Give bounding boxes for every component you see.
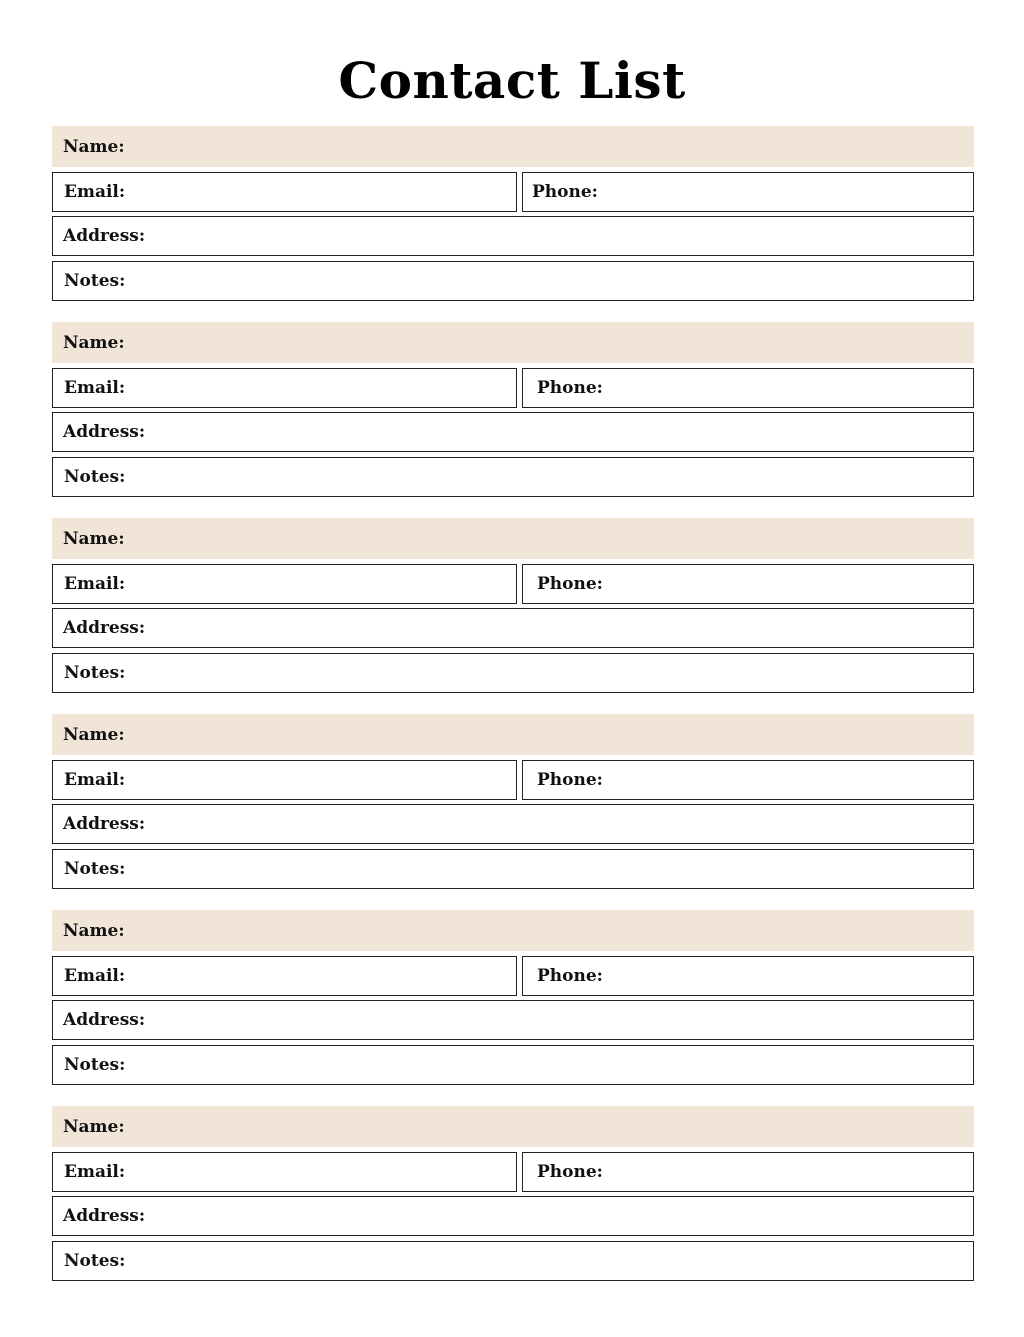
notes-field[interactable]	[52, 1241, 974, 1281]
address-label: Address:	[63, 1206, 146, 1226]
phone-field[interactable]	[522, 564, 974, 604]
notes-label: Notes:	[64, 1251, 126, 1271]
phone-field[interactable]	[522, 368, 974, 408]
address-label: Address:	[63, 1010, 146, 1030]
contact-entry-5	[52, 910, 974, 1085]
notes-label: Notes:	[64, 271, 126, 291]
phone-label: Phone:	[537, 770, 603, 790]
notes-field[interactable]	[52, 457, 974, 497]
contact-entry-2	[52, 322, 974, 497]
email-label: Email:	[64, 1162, 126, 1182]
email-label: Email:	[64, 574, 126, 594]
email-field[interactable]	[52, 760, 517, 800]
phone-label: Phone:	[537, 1162, 603, 1182]
name-label: Name:	[63, 920, 125, 941]
contact-entry-1	[52, 126, 974, 301]
contact-entry-4	[52, 714, 974, 889]
email-field[interactable]	[52, 564, 517, 604]
contact-list	[52, 126, 974, 1302]
notes-field[interactable]	[52, 1045, 974, 1085]
phone-field[interactable]	[522, 760, 974, 800]
address-field[interactable]	[52, 216, 974, 256]
email-label: Email:	[64, 770, 126, 790]
address-field[interactable]	[52, 804, 974, 844]
name-field[interactable]	[52, 714, 974, 755]
name-label: Name:	[63, 724, 125, 745]
notes-label: Notes:	[64, 663, 126, 683]
notes-label: Notes:	[64, 859, 126, 879]
name-field[interactable]	[52, 322, 974, 363]
name-label: Name:	[63, 528, 125, 549]
contact-entry-3	[52, 518, 974, 693]
email-field[interactable]	[52, 1152, 517, 1192]
page-title: Contact List	[338, 51, 686, 110]
phone-label: Phone:	[537, 378, 603, 398]
notes-field[interactable]	[52, 261, 974, 301]
address-field[interactable]	[52, 608, 974, 648]
email-label: Email:	[64, 182, 126, 202]
phone-label: Phone:	[537, 966, 603, 986]
phone-field[interactable]	[522, 1152, 974, 1192]
phone-label: Phone:	[537, 574, 603, 594]
notes-field[interactable]	[52, 653, 974, 693]
name-label: Name:	[63, 1116, 125, 1137]
email-label: Email:	[64, 966, 126, 986]
email-field[interactable]	[52, 172, 517, 212]
notes-field[interactable]	[52, 849, 974, 889]
name-field[interactable]	[52, 910, 974, 951]
name-label: Name:	[63, 332, 125, 353]
notes-label: Notes:	[64, 467, 126, 487]
name-field[interactable]	[52, 518, 974, 559]
phone-field[interactable]	[522, 172, 974, 212]
contact-entry-6	[52, 1106, 974, 1281]
name-field[interactable]	[52, 126, 974, 167]
phone-field[interactable]	[522, 956, 974, 996]
address-label: Address:	[63, 422, 146, 442]
name-field[interactable]	[52, 1106, 974, 1147]
phone-label: Phone:	[532, 182, 598, 202]
address-field[interactable]	[52, 1000, 974, 1040]
address-label: Address:	[63, 618, 146, 638]
email-field[interactable]	[52, 956, 517, 996]
notes-label: Notes:	[64, 1055, 126, 1075]
name-label: Name:	[63, 136, 125, 157]
address-field[interactable]	[52, 1196, 974, 1236]
address-field[interactable]	[52, 412, 974, 452]
email-label: Email:	[64, 378, 126, 398]
email-field[interactable]	[52, 368, 517, 408]
address-label: Address:	[63, 814, 146, 834]
address-label: Address:	[63, 226, 146, 246]
